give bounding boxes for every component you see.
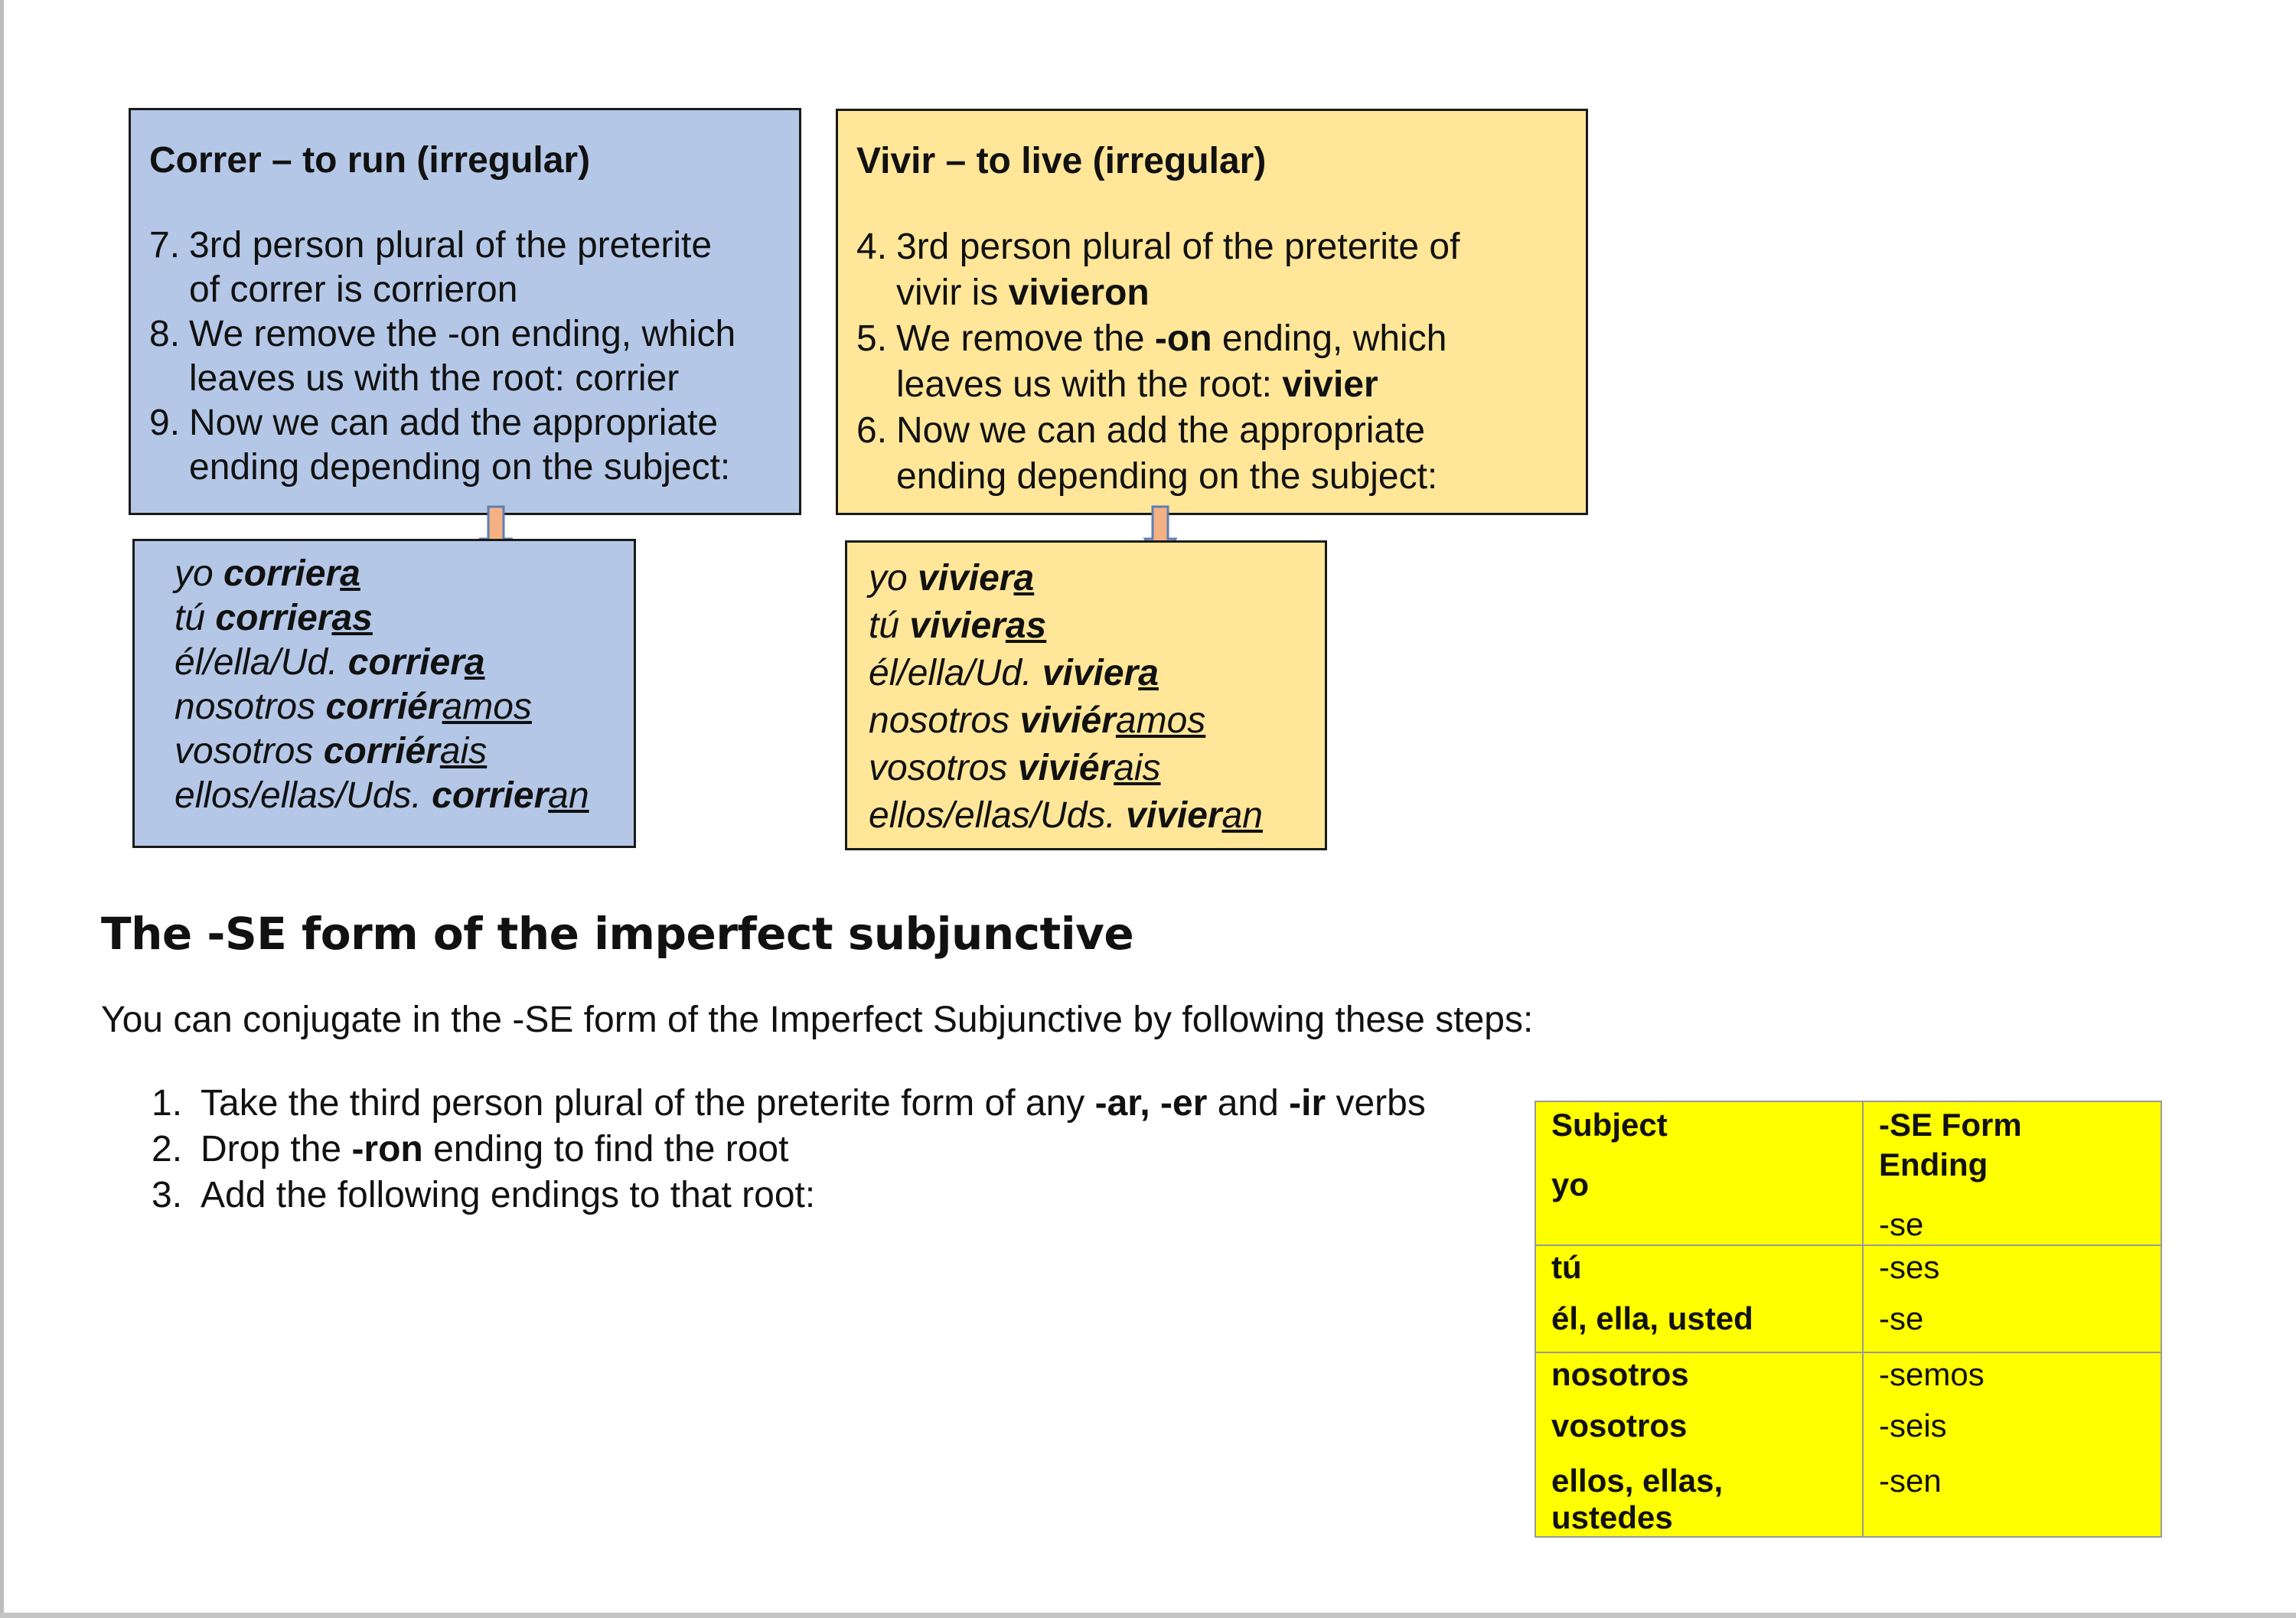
- correr-conjugation-box: [132, 539, 636, 848]
- correr-steps-list: [149, 223, 735, 490]
- ending-column-header-line1: -SE Form: [1879, 1107, 2022, 1143]
- correr-tu: tú corrieras: [174, 598, 373, 638]
- vivir-conjugation-box: [845, 540, 1327, 850]
- correr-el: él/ella/Ud. corriera: [174, 642, 485, 683]
- page-bottom-edge: [0, 1613, 2296, 1618]
- table-row-yo-subject: yo: [1551, 1166, 1590, 1202]
- se-step-2: 2. Drop the -ron ending to find the root: [152, 1129, 789, 1169]
- ending-column-header-line2: Ending: [1879, 1147, 1988, 1183]
- section-heading: The -SE form of the imperfect subjunctive: [101, 908, 1134, 960]
- section-intro: You can conjugate in the -SE form of the Imperfect Subjunctive by following these steps:: [101, 1000, 1534, 1040]
- correr-vosotros: vosotros corriérais: [174, 731, 488, 771]
- vivir-vosotros: vosotros viviérais: [869, 748, 1161, 788]
- correr-ellos: ellos/ellas/Uds. corrieran: [174, 775, 589, 816]
- vivir-ellos: ellos/ellas/Uds. vivieran: [869, 795, 1263, 836]
- correr-card-title: Correr – to run (irregular): [149, 140, 591, 181]
- vivir-steps-list: [856, 224, 1459, 500]
- table-row: nosotros -semos: [1536, 1352, 2161, 1408]
- vivir-yo: yo viviera: [869, 558, 1035, 599]
- subject-column-header: Subject: [1551, 1107, 1668, 1143]
- correr-yo: yo corriera: [174, 553, 360, 594]
- se-step-1: 1. Take the third person plural of the preterite form of any -ar, -er and -ir verbs: [152, 1083, 1426, 1124]
- vivir-tu: tú vivieras: [869, 605, 1047, 646]
- table-header-row: [1536, 1102, 2161, 1244]
- correr-step-8: 8. We remove the -on ending, which leaves us with the root: corrier: [149, 314, 736, 399]
- vivir-el: él/ella/Ud. viviera: [869, 653, 1159, 693]
- table-row-yo-ending: -se: [1879, 1206, 1924, 1242]
- vivir-nosotros: nosotros viviéramos: [869, 700, 1206, 741]
- vivir-step-6: 6. Now we can add the appropriate ending depending on the subject:: [856, 410, 1438, 497]
- table-row: vosotros -seis: [1536, 1408, 2161, 1463]
- vivir-step-4: 4. 3rd person plural of the preterite of vivir is vivieron: [856, 227, 1460, 313]
- correr-explanation-card: [129, 108, 801, 515]
- se-form-steps-list: [152, 1081, 1426, 1218]
- correr-nosotros: nosotros corriéramos: [174, 687, 532, 727]
- table-row: tú -ses: [1536, 1245, 2161, 1300]
- page-left-edge: [0, 0, 4, 1618]
- table-row: ellos, ellas, ustedes -sen: [1536, 1463, 2161, 1536]
- vivir-step-5: 5. We remove the -on ending, which leaves us with the root: vivier: [856, 318, 1447, 405]
- se-endings-table: [1534, 1101, 2162, 1538]
- correr-step-9: 9. Now we can add the appropriate ending depending on the subject:: [149, 403, 731, 488]
- se-step-3: 3. Add the following endings to that root:: [152, 1175, 816, 1215]
- vivir-conjugation-lines: [869, 555, 1263, 840]
- vivir-explanation-card: [836, 109, 1588, 515]
- correr-step-7: 7. 3rd person plural of the preterite of correr is corrieron: [149, 225, 713, 310]
- table-row: él, ella, usted -se: [1536, 1300, 2161, 1352]
- correr-conjugation-lines: [174, 552, 589, 818]
- vivir-card-title: Vivir – to live (irregular): [856, 141, 1267, 181]
